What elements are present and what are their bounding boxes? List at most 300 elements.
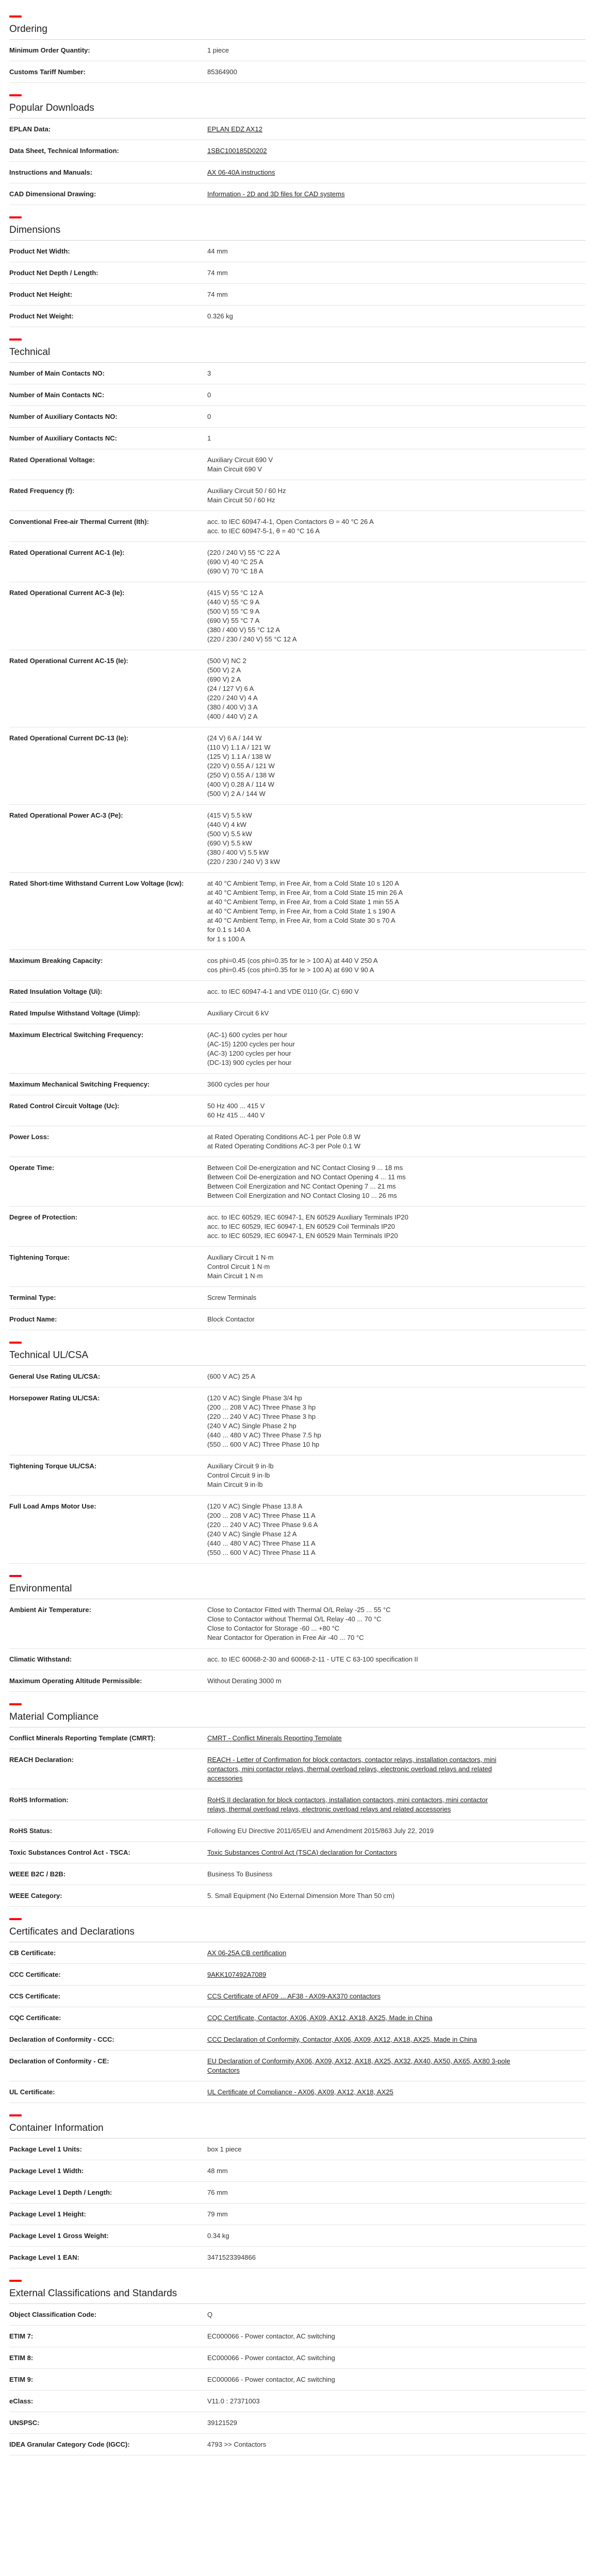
spec-value-line: Auxiliary Circuit 6 kV xyxy=(207,1009,269,1017)
spec-row-rated-operational-current-ac-15 xyxy=(9,650,586,727)
spec-value-line: (690 V) 5.5 kW xyxy=(207,839,252,847)
section-accent-bar xyxy=(9,338,22,341)
spec-label: Rated Impulse Withstand Voltage (Uimp): xyxy=(9,1009,140,1017)
spec-value-link[interactable]: Contactors xyxy=(207,2066,240,2074)
spec-value-line: (120 V AC) Single Phase 3/4 hp xyxy=(207,1394,302,1402)
section-material-compliance xyxy=(9,1703,586,1907)
spec-value xyxy=(207,146,586,156)
spec-label: Package Level 1 Width: xyxy=(9,2167,84,2175)
spec-value-link[interactable]: AX 06-40A instructions xyxy=(207,168,275,176)
spec-label: Maximum Operating Altitude Permissible: xyxy=(9,1677,142,1685)
spec-value-line: 74 mm xyxy=(207,291,228,298)
spec-value xyxy=(207,1891,586,1901)
section-header xyxy=(9,1575,586,1599)
spec-value-line: (220 / 240 V) 4 A xyxy=(207,694,258,702)
spec-label: Object Classification Code: xyxy=(9,2311,97,2318)
section-header xyxy=(9,338,586,363)
spec-value-line: (500 V) 2 A / 144 W xyxy=(207,790,266,798)
section-header xyxy=(9,94,586,118)
spec-label: Declaration of Conformity - CE: xyxy=(9,2057,109,2065)
spec-value-line: (690 V) 2 A xyxy=(207,675,241,683)
spec-value-line: (AC-3) 1200 cycles per hour xyxy=(207,1049,291,1057)
spec-value-link[interactable]: Information - 2D and 3D files for CAD systems xyxy=(207,190,345,198)
spec-value-line: Close to Contactor for Storage -60 ... +80 °C xyxy=(207,1624,340,1632)
spec-value-line: 48 mm xyxy=(207,2167,228,2175)
spec-value xyxy=(207,1394,586,1449)
spec-row-etim-9 xyxy=(9,2369,586,2391)
spec-label: ETIM 9: xyxy=(9,2376,34,2383)
spec-value-line: 0 xyxy=(207,413,211,420)
spec-value xyxy=(207,1826,586,1836)
spec-value-line: (125 V) 1.1 A / 138 W xyxy=(207,753,271,760)
spec-value-line: acc. to IEC 60947-4-1 and VDE 0110 (Gr. C) 690 V xyxy=(207,988,359,995)
section-header xyxy=(9,1703,586,1727)
spec-row-minimum-order-quantity xyxy=(9,40,586,61)
spec-label: Degree of Protection: xyxy=(9,1213,78,1221)
spec-value-line: 44 mm xyxy=(207,247,228,255)
spec-row-ccs-certificate xyxy=(9,1986,586,2007)
spec-value xyxy=(207,369,586,378)
spec-value xyxy=(207,1970,586,1979)
section-header xyxy=(9,15,586,40)
section-title: External Classifications and Standards xyxy=(9,2288,177,2299)
spec-value-line: (500 V) 5.5 kW xyxy=(207,830,252,838)
spec-row-maximum-mechanical-switching-frequency xyxy=(9,1074,586,1095)
section-ordering xyxy=(9,15,586,83)
spec-row-full-load-amps-motor-use xyxy=(9,1496,586,1564)
spec-label: Rated Frequency (f): xyxy=(9,487,75,495)
spec-value xyxy=(207,1253,586,1281)
spec-label: Package Level 1 Height: xyxy=(9,2210,86,2218)
section-external-classifications-and-standards xyxy=(9,2280,586,2455)
spec-row-ambient-air-temperature xyxy=(9,1599,586,1649)
spec-row-climatic-withstand xyxy=(9,1649,586,1670)
spec-row-rated-operational-current-dc-13 xyxy=(9,727,586,805)
spec-value-line: (250 V) 0.55 A / 138 W xyxy=(207,771,275,779)
spec-label: WEEE Category: xyxy=(9,1892,62,1900)
spec-value-line: 50 Hz 400 ... 415 V xyxy=(207,1102,265,1110)
section-certificates-and-declarations xyxy=(9,1918,586,2103)
spec-label: Maximum Breaking Capacity: xyxy=(9,957,103,964)
spec-value-line: (690 V) 70 °C 18 A xyxy=(207,567,263,575)
spec-label: Maximum Mechanical Switching Frequency: xyxy=(9,1080,150,1088)
spec-label: Product Net Depth / Length: xyxy=(9,269,98,277)
spec-row-number-of-main-contacts-nc xyxy=(9,384,586,406)
spec-value xyxy=(207,455,586,474)
spec-value-line: (240 V AC) Single Phase 2 hp xyxy=(207,1422,296,1430)
spec-value-link[interactable]: 9AKK107492A7089 xyxy=(207,1971,267,1978)
spec-row-package-level-1-width xyxy=(9,2160,586,2182)
spec-value-line: 39121529 xyxy=(207,2419,237,2427)
spec-label: CB Certificate: xyxy=(9,1949,56,1957)
spec-value-link[interactable]: UL Certificate of Compliance - AX06, AX09, AX12, AX18, AX25 xyxy=(207,2088,393,2096)
spec-value-link[interactable]: Toxic Substances Control Act (TSCA) declaration for Contactors xyxy=(207,1849,397,1856)
spec-label: Declaration of Conformity - CCC: xyxy=(9,2036,114,2043)
spec-row-rated-operational-power-ac-3 xyxy=(9,805,586,873)
spec-value-line: Main Circuit 1 N·m xyxy=(207,1272,263,1280)
section-title: Popular Downloads xyxy=(9,103,94,113)
spec-label: WEEE B2C / B2B: xyxy=(9,1870,66,1878)
section-accent-bar xyxy=(9,15,22,18)
spec-row-power-loss xyxy=(9,1126,586,1157)
spec-value xyxy=(207,125,586,134)
spec-row-rated-operational-current-ac-1 xyxy=(9,542,586,582)
spec-value xyxy=(207,1502,586,1557)
section-accent-bar xyxy=(9,1703,22,1705)
spec-label: Customs Tariff Number: xyxy=(9,68,86,76)
section-header xyxy=(9,1918,586,1942)
spec-value-link[interactable]: CCS Certificate of AF09 ... AF38 - AX09-AX370 contactors xyxy=(207,1992,381,2000)
spec-value-line: Without Derating 3000 m xyxy=(207,1677,282,1685)
spec-row-rated-operational-voltage xyxy=(9,449,586,480)
spec-row-conventional-free-air-thermal-current xyxy=(9,511,586,542)
section-accent-bar xyxy=(9,1575,22,1577)
spec-row-number-of-auxiliary-contacts-nc xyxy=(9,428,586,449)
spec-value-line: (415 V) 5.5 kW xyxy=(207,811,252,819)
spec-label: CCS Certificate: xyxy=(9,1992,60,2000)
spec-value xyxy=(207,656,586,721)
section-accent-bar xyxy=(9,2280,22,2282)
section-environmental xyxy=(9,1575,586,1692)
spec-value-line: Between Coil Energization and NO Contact Closing 10 ... 26 ms xyxy=(207,1192,397,1199)
spec-value xyxy=(207,2210,586,2219)
spec-label: General Use Rating UL/CSA: xyxy=(9,1372,101,1380)
spec-row-tightening-torque xyxy=(9,1247,586,1287)
spec-value xyxy=(207,1870,586,1879)
spec-value xyxy=(207,412,586,421)
spec-label: CAD Dimensional Drawing: xyxy=(9,190,96,198)
section-technical xyxy=(9,338,586,1330)
spec-value-line: 1 xyxy=(207,434,211,442)
spec-value-link[interactable]: 1SBC100185D0202 xyxy=(207,147,267,155)
spec-value-line: Auxiliary Circuit 50 / 60 Hz xyxy=(207,487,286,495)
spec-value-line: Block Contactor xyxy=(207,1315,255,1323)
spec-value xyxy=(207,1795,586,1814)
spec-value xyxy=(207,879,586,944)
spec-value-line: acc. to IEC 60947-4-1, Open Contactors Θ = 40 °C 26 A xyxy=(207,518,374,526)
spec-row-maximum-electrical-switching-frequency xyxy=(9,1024,586,1074)
spec-row-rated-impulse-withstand-voltage xyxy=(9,1003,586,1024)
section-container-information xyxy=(9,2114,586,2268)
spec-value-line: V11.0 : 27371003 xyxy=(207,2397,260,2405)
spec-label: Conventional Free-air Thermal Current (Ith): xyxy=(9,518,149,526)
spec-label: Package Level 1 Units: xyxy=(9,2145,82,2153)
spec-value xyxy=(207,168,586,177)
spec-value xyxy=(207,1315,586,1324)
spec-value-link[interactable]: CCC Declaration of Conformity, Contactor, AX06, AX09, AX12, AX18, AX25, Made in China xyxy=(207,2036,477,2043)
spec-row-package-level-1-gross-weight xyxy=(9,2225,586,2247)
spec-row-number-of-main-contacts-no xyxy=(9,363,586,384)
spec-label: Product Name: xyxy=(9,1315,57,1323)
spec-value xyxy=(207,1009,586,1018)
spec-value xyxy=(207,2418,586,2428)
spec-value xyxy=(207,517,586,536)
spec-value-line: (220 ... 240 V AC) Three Phase 9.6 A xyxy=(207,1521,318,1529)
spec-value xyxy=(207,2397,586,2406)
spec-row-product-net-weight xyxy=(9,306,586,327)
spec-row-product-net-height xyxy=(9,284,586,306)
spec-value-line: at 40 °C Ambient Temp, in Free Air, from a Cold State 1 s 190 A xyxy=(207,907,395,915)
spec-value-line: at 40 °C Ambient Temp, in Free Air, from a Cold State 10 s 120 A xyxy=(207,879,400,887)
spec-row-rated-frequency xyxy=(9,480,586,511)
spec-label: CCC Certificate: xyxy=(9,1971,61,1978)
spec-label: CQC Certificate: xyxy=(9,2014,61,2022)
spec-label: RoHS Status: xyxy=(9,1827,53,1835)
spec-row-degree-of-protection xyxy=(9,1207,586,1247)
spec-label: Minimum Order Quantity: xyxy=(9,46,90,54)
spec-value xyxy=(207,734,586,799)
spec-value-link[interactable]: AX 06-25A CB certification xyxy=(207,1949,287,1957)
spec-value-line: acc. to IEC 60529, IEC 60947-1, EN 60529 Coil Terminals IP20 xyxy=(207,1223,395,1230)
spec-value xyxy=(207,190,586,199)
spec-value-line: (220 / 240 V) 55 °C 22 A xyxy=(207,549,280,556)
spec-value-line: (110 V) 1.1 A / 121 W xyxy=(207,743,271,751)
spec-label: Ambient Air Temperature: xyxy=(9,1606,91,1614)
spec-row-rohs-information xyxy=(9,1789,586,1820)
spec-value-line: (200 ... 208 V AC) Three Phase 3 hp xyxy=(207,1403,316,1411)
spec-row-terminal-type xyxy=(9,1287,586,1309)
spec-value-line: (240 V AC) Single Phase 12 A xyxy=(207,1530,297,1538)
section-accent-bar xyxy=(9,1342,22,1344)
spec-value xyxy=(207,46,586,55)
spec-row-product-net-depth-length xyxy=(9,262,586,284)
spec-row-rated-short-time-withstand-current-low-voltage xyxy=(9,873,586,950)
spec-row-instructions-and-manuals xyxy=(9,162,586,183)
spec-value-line: (440 ... 480 V AC) Three Phase 11 A xyxy=(207,1539,316,1547)
spec-value-line: for 1 s 100 A xyxy=(207,935,245,943)
spec-label: Rated Short-time Withstand Current Low Voltage (Icw): xyxy=(9,879,184,887)
section-title: Certificates and Declarations xyxy=(9,1926,135,1937)
spec-label: RoHS Information: xyxy=(9,1796,69,1804)
spec-value-line: (400 V) 0.28 A / 114 W xyxy=(207,781,274,788)
section-title: Technical UL/CSA xyxy=(9,1350,89,1361)
spec-row-operate-time xyxy=(9,1157,586,1207)
spec-value xyxy=(207,247,586,256)
spec-value-line: (380 / 400 V) 5.5 kW xyxy=(207,849,269,856)
spec-label: Power Loss: xyxy=(9,1133,49,1141)
spec-label: Toxic Substances Control Act - TSCA: xyxy=(9,1849,130,1856)
spec-label: Rated Operational Voltage: xyxy=(9,456,95,464)
spec-value xyxy=(207,1293,586,1302)
spec-value-line: Between Coil De-energization and NO Contact Opening 4 ... 11 ms xyxy=(207,1173,406,1181)
spec-value-line: (440 ... 480 V AC) Three Phase 7.5 hp xyxy=(207,1431,321,1439)
spec-row-maximum-breaking-capacity xyxy=(9,950,586,981)
spec-value xyxy=(207,1462,586,1489)
spec-value-line: Following EU Directive 2011/65/EU and Amendment 2015/863 July 22, 2019 xyxy=(207,1827,434,1835)
spec-label: Number of Auxiliary Contacts NO: xyxy=(9,413,118,420)
spec-row-ccc-certificate xyxy=(9,1964,586,1986)
spec-label: Package Level 1 EAN: xyxy=(9,2253,79,2261)
spec-value-line: (220 / 230 / 240 V) 55 °C 12 A xyxy=(207,635,297,643)
spec-value-line: (24 / 127 V) 6 A xyxy=(207,685,254,692)
spec-value xyxy=(207,1030,586,1067)
spec-value-line: (500 V) 2 A xyxy=(207,666,241,674)
spec-label: Conflict Minerals Reporting Template (CMRT): xyxy=(9,1734,156,1742)
spec-value-line: Control Circuit 1 N·m xyxy=(207,1263,270,1270)
spec-label: Rated Operational Current AC-15 (Ie): xyxy=(9,657,128,665)
section-header xyxy=(9,1342,586,1366)
spec-value xyxy=(207,2231,586,2241)
spec-value xyxy=(207,2013,586,2023)
section-technical-ul-csa xyxy=(9,1342,586,1564)
spec-row-package-level-1-units xyxy=(9,2139,586,2160)
section-title: Material Compliance xyxy=(9,1711,99,1722)
spec-value-line: (415 V) 55 °C 12 A xyxy=(207,589,263,597)
spec-value-line: Business To Business xyxy=(207,1870,273,1878)
spec-row-weee-category xyxy=(9,1885,586,1907)
spec-label: REACH Declaration: xyxy=(9,1756,74,1764)
spec-row-product-name xyxy=(9,1309,586,1330)
spec-value-link[interactable]: contactors, mini contactor relays, thermal overload relays, electronic overload relays and related xyxy=(207,1765,492,1773)
spec-value-line: 76 mm xyxy=(207,2189,228,2196)
spec-label: Maximum Electrical Switching Frequency: xyxy=(9,1031,144,1039)
spec-value-link[interactable]: accessories xyxy=(207,1774,243,1782)
spec-value xyxy=(207,987,586,996)
spec-label: Terminal Type: xyxy=(9,1294,56,1301)
spec-value-line: Between Coil De-energization and NC Contact Closing 9 ... 18 ms xyxy=(207,1164,403,1172)
spec-value-line: Screw Terminals xyxy=(207,1294,257,1301)
spec-value-link[interactable]: RoHS II declaration for block contactors, installation contactors, mini contactors, mini contactor xyxy=(207,1796,488,1804)
spec-value xyxy=(207,391,586,400)
spec-value-line: Main Circuit 9 in·lb xyxy=(207,1481,263,1488)
spec-label: Number of Main Contacts NC: xyxy=(9,391,105,399)
spec-row-unspsc xyxy=(9,2412,586,2434)
spec-value-line: Control Circuit 9 in·lb xyxy=(207,1471,270,1479)
spec-row-cqc-certificate xyxy=(9,2007,586,2029)
spec-value xyxy=(207,1132,586,1151)
spec-row-rated-operational-current-ac-3 xyxy=(9,582,586,650)
spec-row-ul-certificate xyxy=(9,2081,586,2103)
spec-row-product-net-width xyxy=(9,241,586,262)
spec-row-number-of-auxiliary-contacts-no xyxy=(9,406,586,428)
spec-value-line: acc. to IEC 60529, IEC 60947-1, EN 60529 Auxiliary Terminals IP20 xyxy=(207,1213,408,1221)
spec-label: Climatic Withstand: xyxy=(9,1655,72,1663)
spec-value-link[interactable]: EU Declaration of Conformity AX06, AX09, AX12, AX18, AX25, AX32, AX40, AX50, AX65, AX80 3-pole xyxy=(207,2057,510,2065)
spec-row-rated-insulation-voltage xyxy=(9,981,586,1003)
spec-value xyxy=(207,1948,586,1958)
spec-value-line: for 0.1 s 140 A xyxy=(207,926,251,934)
spec-value xyxy=(207,312,586,321)
spec-label: EPLAN Data: xyxy=(9,125,51,133)
spec-value-line: at 40 °C Ambient Temp, in Free Air, from a Cold State 15 min 26 A xyxy=(207,889,403,896)
spec-value-line: 60 Hz 415 ... 440 V xyxy=(207,1111,265,1119)
section-title: Technical xyxy=(9,347,51,358)
section-accent-bar xyxy=(9,1918,22,1920)
spec-value-line: (400 / 440 V) 2 A xyxy=(207,713,258,720)
section-title: Ordering xyxy=(9,24,47,35)
spec-value-line: (550 ... 600 V AC) Three Phase 11 A xyxy=(207,1549,316,1556)
spec-value-line: box 1 piece xyxy=(207,2145,242,2153)
spec-value xyxy=(207,956,586,975)
spec-value-line: (440 V) 55 °C 9 A xyxy=(207,598,260,606)
section-header xyxy=(9,216,586,241)
spec-row-cb-certificate xyxy=(9,1942,586,1964)
spec-value-line: (220 V) 0.55 A / 121 W xyxy=(207,762,275,770)
spec-row-general-use-rating-ul-csa xyxy=(9,1366,586,1387)
spec-label: Rated Operational Current DC-13 (Ie): xyxy=(9,734,129,742)
spec-value xyxy=(207,268,586,278)
spec-value-line: at Rated Operating Conditions AC-1 per Pole 0.8 W xyxy=(207,1133,360,1141)
spec-value-line: 3471523394866 xyxy=(207,2253,256,2261)
spec-label: Rated Operational Current AC-1 (Ie): xyxy=(9,549,125,556)
spec-value xyxy=(207,1605,586,1642)
spec-value-line: EC000066 - Power contactor, AC switching xyxy=(207,2354,335,2362)
spec-value xyxy=(207,1655,586,1664)
spec-row-package-level-1-depth-length xyxy=(9,2182,586,2204)
spec-value-line: 85364900 xyxy=(207,68,237,76)
spec-value-line: (24 V) 6 A / 144 W xyxy=(207,734,262,742)
spec-value-link[interactable]: EPLAN EDZ AX12 xyxy=(207,125,262,133)
spec-value-line: Auxiliary Circuit 1 N·m xyxy=(207,1253,274,1261)
spec-value-line: (380 / 400 V) 3 A xyxy=(207,703,258,711)
spec-value-line: Main Circuit 50 / 60 Hz xyxy=(207,496,275,504)
spec-value-line: Auxiliary Circuit 9 in·lb xyxy=(207,1462,274,1470)
spec-value-line: Q xyxy=(207,2311,213,2318)
spec-value xyxy=(207,1992,586,2001)
spec-label: Product Net Height: xyxy=(9,291,73,298)
spec-value-line: (690 V) 40 °C 25 A xyxy=(207,558,263,566)
spec-value-link[interactable]: CQC Certificate, Contactor, AX06, AX09, AX12, AX18, AX25, Made in China xyxy=(207,2014,433,2022)
spec-label: Instructions and Manuals: xyxy=(9,168,93,176)
spec-row-customs-tariff-number xyxy=(9,61,586,83)
spec-label: ETIM 8: xyxy=(9,2354,34,2362)
spec-row-horsepower-rating-ul-csa xyxy=(9,1387,586,1455)
spec-value-line: 0 xyxy=(207,391,211,399)
spec-label: UL Certificate: xyxy=(9,2088,55,2096)
spec-value-line: Near Contactor for Operation in Free Air -40 ... 70 °C xyxy=(207,1634,364,1641)
spec-label: Rated Control Circuit Voltage (Uc): xyxy=(9,1102,120,1110)
spec-value-line: Auxiliary Circuit 690 V xyxy=(207,456,273,464)
spec-value xyxy=(207,2057,586,2075)
spec-value-line: acc. to IEC 60529, IEC 60947-1, EN 60529 Main Terminals IP20 xyxy=(207,1232,398,1240)
spec-value xyxy=(207,1163,586,1200)
spec-label: Rated Operational Current AC-3 (Ie): xyxy=(9,589,125,597)
spec-value-line: cos phi=0.45 (cos phi=0.35 for Ie > 100 A) at 440 V 250 A xyxy=(207,957,378,964)
spec-value xyxy=(207,548,586,576)
spec-value xyxy=(207,1676,586,1686)
spec-label: Product Net Width: xyxy=(9,247,70,255)
spec-row-idea-granular-category-code xyxy=(9,2434,586,2455)
spec-label: IDEA Granular Category Code (IGCC): xyxy=(9,2441,130,2448)
spec-value-line: at 40 °C Ambient Temp, in Free Air, from a Cold State 1 min 55 A xyxy=(207,898,400,906)
spec-value xyxy=(207,1213,586,1241)
spec-row-rated-control-circuit-voltage xyxy=(9,1095,586,1126)
spec-row-weee-b2c-b2b xyxy=(9,1863,586,1885)
spec-value xyxy=(207,1755,586,1783)
spec-value-line: (690 V) 55 °C 7 A xyxy=(207,617,260,624)
spec-value-line: 3 xyxy=(207,369,211,377)
section-header xyxy=(9,2280,586,2304)
spec-value xyxy=(207,2440,586,2449)
spec-label: Package Level 1 Depth / Length: xyxy=(9,2189,112,2196)
spec-value-line: (550 ... 600 V AC) Three Phase 10 hp xyxy=(207,1440,320,1448)
spec-value xyxy=(207,2353,586,2363)
spec-value-line: (DC-13) 900 cycles per hour xyxy=(207,1059,292,1066)
spec-value-link[interactable]: relays, thermal overload relays, electronic overload relays and related accessories xyxy=(207,1805,451,1813)
spec-value xyxy=(207,67,586,77)
spec-value xyxy=(207,1848,586,1857)
spec-row-declaration-of-conformity-ce xyxy=(9,2050,586,2081)
spec-label: Horsepower Rating UL/CSA: xyxy=(9,1394,100,1402)
spec-value-link[interactable]: CMRT - Conflict Minerals Reporting Template xyxy=(207,1734,342,1742)
spec-value-link[interactable]: REACH - Letter of Confirmation for block contactors, contactor relays, installation contactors, mini xyxy=(207,1756,497,1764)
spec-label: UNSPSC: xyxy=(9,2419,40,2427)
spec-row-declaration-of-conformity-ccc xyxy=(9,2029,586,2050)
spec-value xyxy=(207,2375,586,2384)
spec-value-line: (380 / 400 V) 55 °C 12 A xyxy=(207,626,280,634)
spec-value xyxy=(207,2088,586,2097)
spec-value xyxy=(207,2145,586,2154)
